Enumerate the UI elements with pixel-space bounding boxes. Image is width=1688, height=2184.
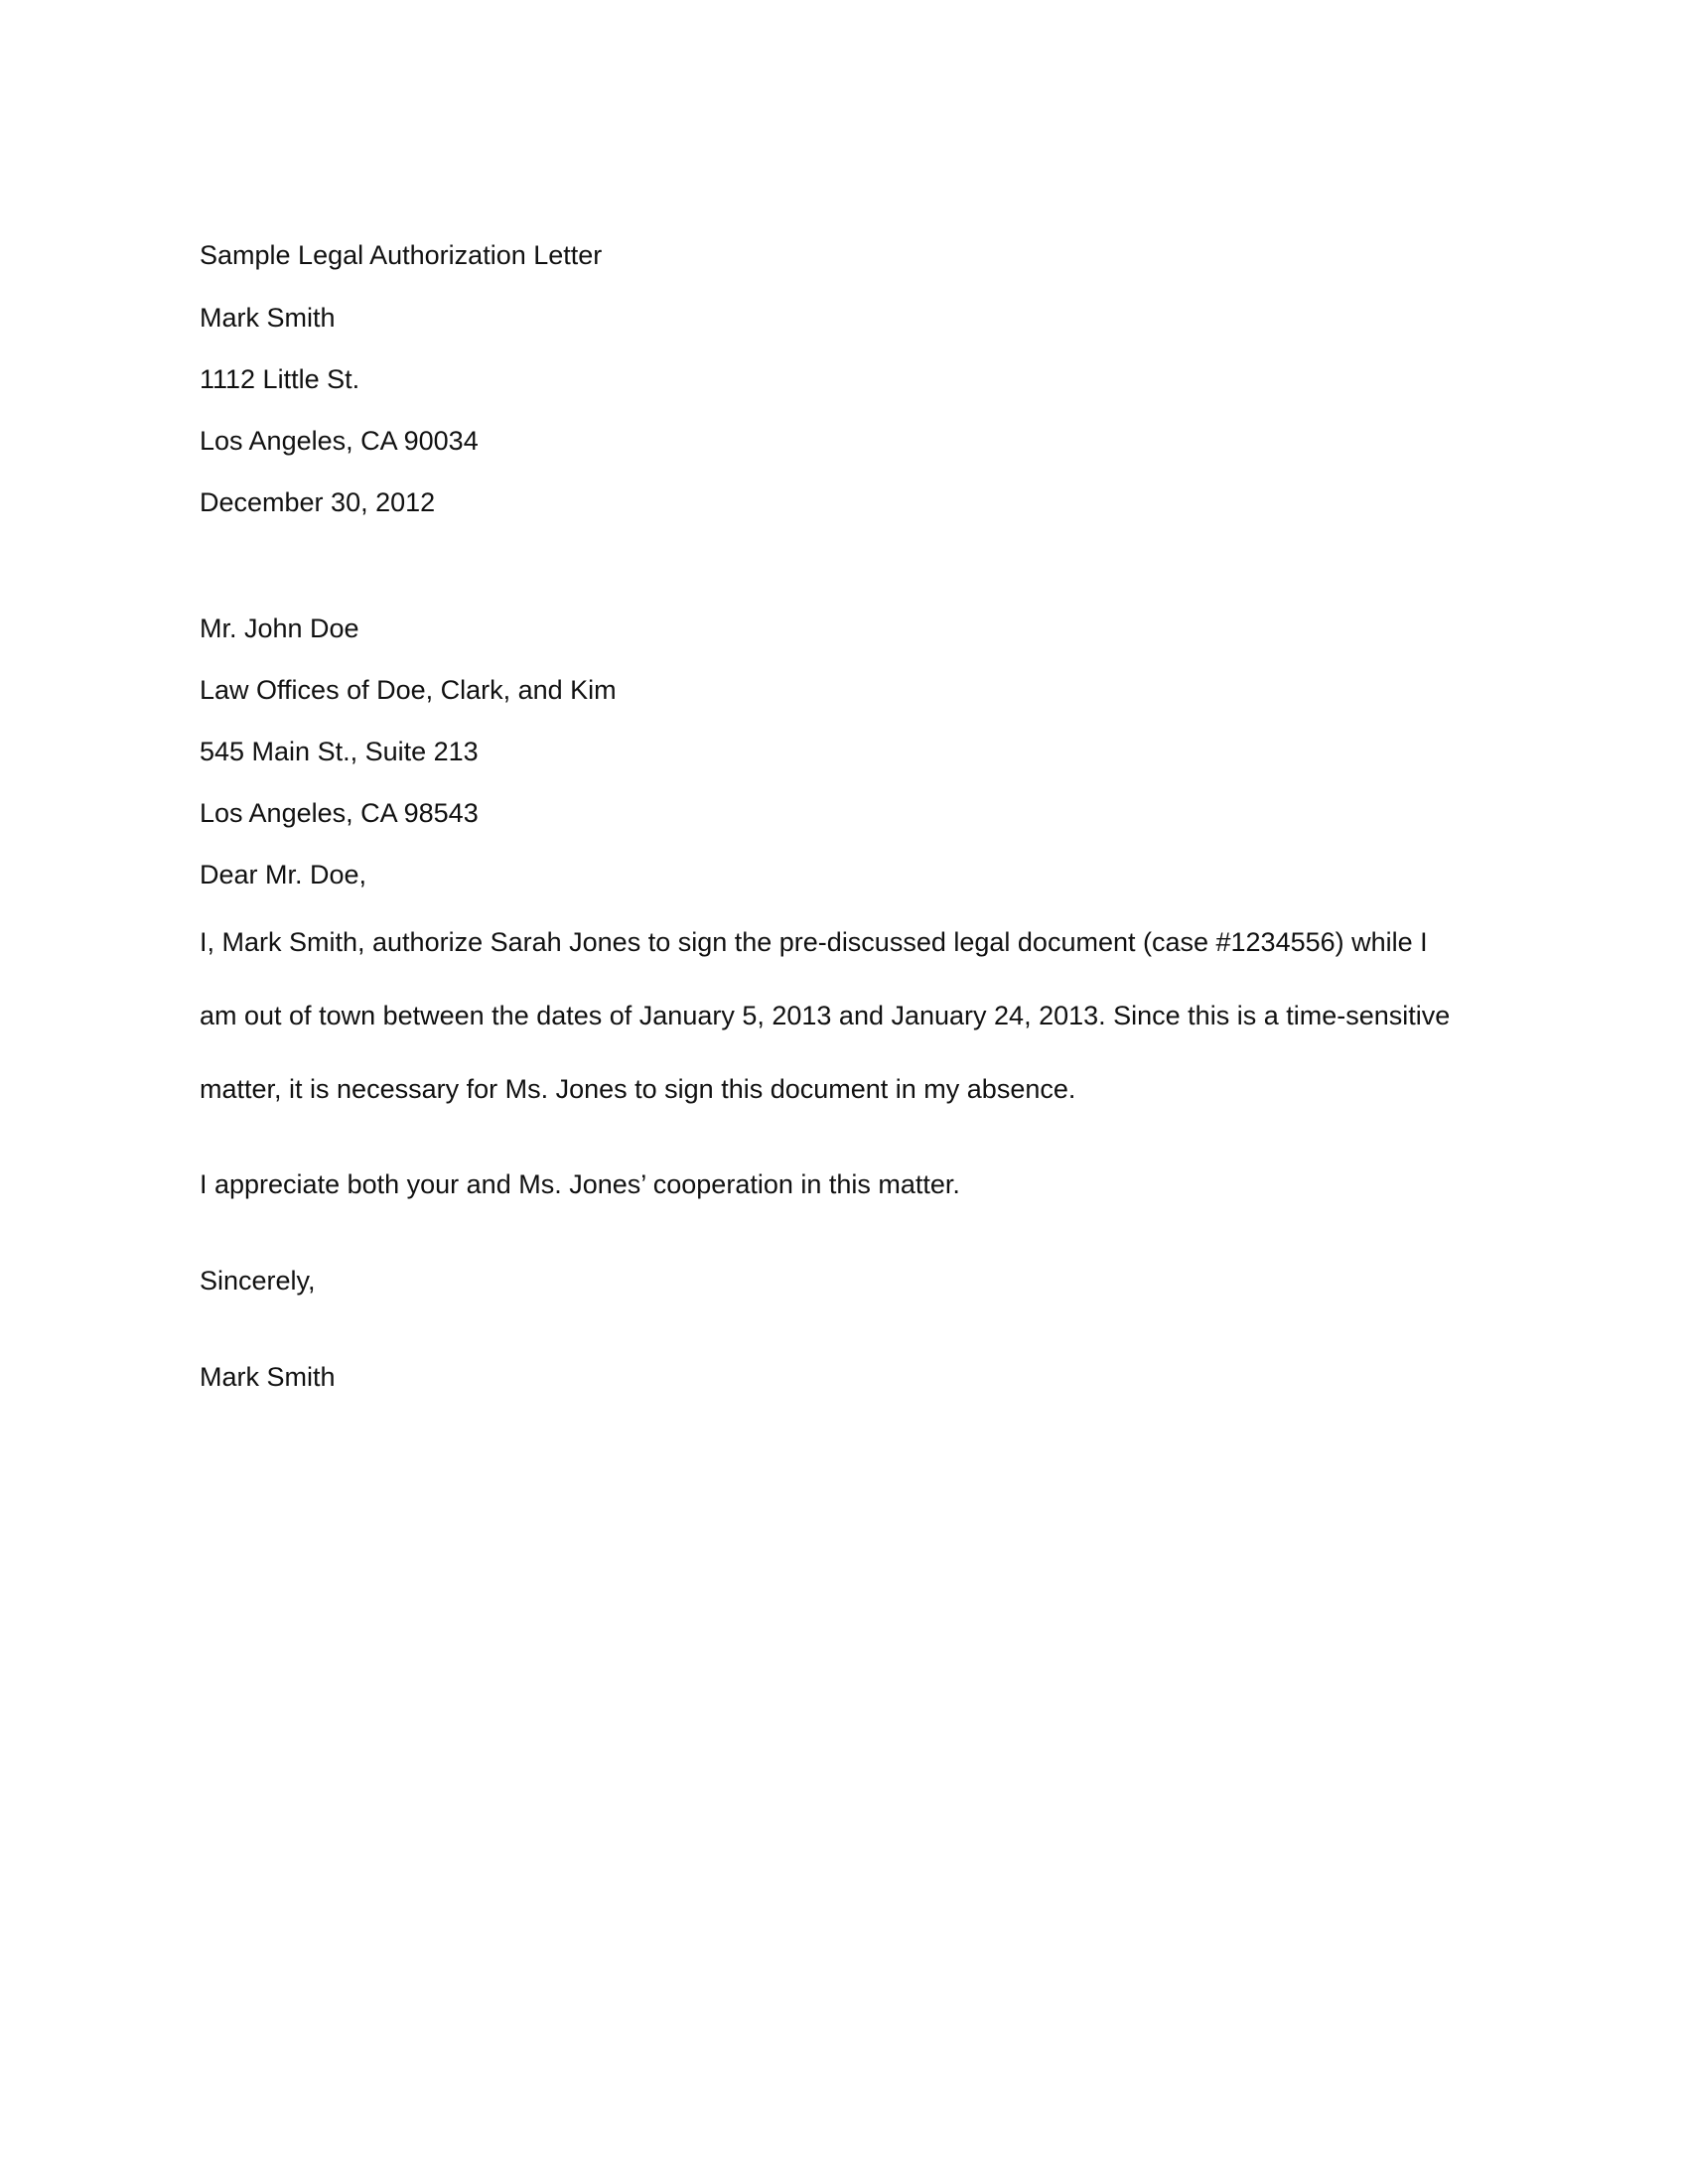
sender-name: Mark Smith xyxy=(200,303,336,333)
appreciation-line: I appreciate both your and Ms. Jones’ cooperation in this matter. xyxy=(200,1169,960,1199)
letter-date: December 30, 2012 xyxy=(200,487,436,517)
sender-city-state-zip: Los Angeles, CA 90034 xyxy=(200,426,479,456)
body-line: am out of town between the dates of January 5, 2013 and January 24, 2013. Since this is a time-sensitive xyxy=(200,1001,1451,1030)
recipient-city-state-zip: Los Angeles, CA 98543 xyxy=(200,798,479,828)
closing: Sincerely, xyxy=(200,1266,316,1296)
sender-street: 1112 Little St. xyxy=(200,364,360,394)
letter-title: Sample Legal Authorization Letter xyxy=(200,240,603,270)
salutation: Dear Mr. Doe, xyxy=(200,860,367,889)
recipient-street: 545 Main St., Suite 213 xyxy=(200,737,479,766)
recipient-firm: Law Offices of Doe, Clark, and Kim xyxy=(200,675,617,705)
signature-name: Mark Smith xyxy=(200,1362,336,1392)
recipient-name: Mr. John Doe xyxy=(200,614,359,643)
body-line: I, Mark Smith, authorize Sarah Jones to sign the pre-discussed legal document (case #1234556) while I xyxy=(200,927,1428,957)
body-line: matter, it is necessary for Ms. Jones to sign this document in my absence. xyxy=(200,1074,1076,1104)
